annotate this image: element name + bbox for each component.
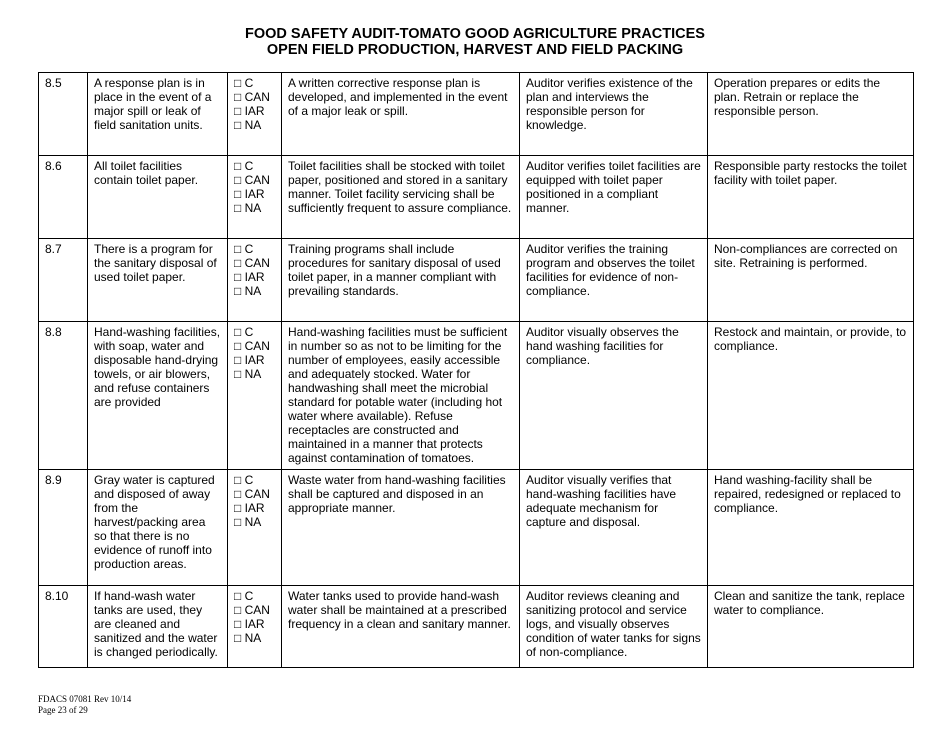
corrective-action-text: Clean and sanitize the tank, replace water to compliance. xyxy=(708,586,914,668)
compliance-checkbox[interactable]: □ C xyxy=(234,76,254,90)
compliance-options xyxy=(228,322,282,470)
audit-row xyxy=(39,73,914,156)
audit-row xyxy=(39,586,914,668)
criteria-text: Hand-washing facilities must be sufficient in number so as not to be limiting for the number of employees, easily accessible and adequately stocked. Water for handwashing shall meet the microbial standard for potable water (including hot water where available). Refuse receptacles are constructed and maintained in a manner that protects against contamination of tomatoes. xyxy=(282,322,520,470)
verification-text: Auditor visually verifies that hand-washing facilities have adequate mechanism for capture and disposal. xyxy=(520,470,708,586)
audit-row xyxy=(39,322,914,470)
audit-row xyxy=(39,156,914,239)
requirement-text: Hand-washing facilities, with soap, water and disposable hand-drying towels, or air blowers, and refuse containers are provided xyxy=(88,322,228,470)
compliance-checkbox[interactable]: □ C xyxy=(234,589,254,603)
item-number: 8.7 xyxy=(39,239,88,322)
page-number: Page 23 of 29 xyxy=(38,705,88,715)
corrective-action-text: Hand washing-facility shall be repaired, redesigned or replaced to compliance. xyxy=(708,470,914,586)
corrective-action-text: Restock and maintain, or provide, to compliance. xyxy=(708,322,914,470)
page-title-line-2: OPEN FIELD PRODUCTION, HARVEST AND FIELD PACKING xyxy=(266,42,684,58)
corrective-action-text: Operation prepares or edits the plan. Retrain or replace the responsible person. xyxy=(708,73,914,156)
compliance-checkbox[interactable]: □ NA xyxy=(234,118,262,132)
compliance-checkbox[interactable]: □ IAR xyxy=(234,501,265,515)
compliance-checkbox[interactable]: □ IAR xyxy=(234,187,265,201)
requirement-text: All toilet facilities contain toilet paper. xyxy=(88,156,228,239)
compliance-checkbox[interactable]: □ CAN xyxy=(234,603,270,617)
verification-text: Auditor reviews cleaning and sanitizing protocol and service logs, and visually observes condition of water tanks for signs of non-compliance. xyxy=(520,586,708,668)
verification-text: Auditor visually observes the hand washing facilities for compliance. xyxy=(520,322,708,470)
compliance-checkbox[interactable]: □ CAN xyxy=(234,173,270,187)
compliance-checkbox[interactable]: □ IAR xyxy=(234,617,265,631)
compliance-checkbox[interactable]: □ NA xyxy=(234,631,262,645)
verification-text: Auditor verifies the training program and observes the toilet facilities for evidence of non-compliance. xyxy=(520,239,708,322)
compliance-checkbox[interactable]: □ C xyxy=(234,473,254,487)
corrective-action-text: Responsible party restocks the toilet facility with toilet paper. xyxy=(708,156,914,239)
compliance-options xyxy=(228,586,282,668)
compliance-options xyxy=(228,73,282,156)
corrective-action-text: Non-compliances are corrected on site. Retraining is performed. xyxy=(708,239,914,322)
compliance-checkbox[interactable]: □ CAN xyxy=(234,90,270,104)
compliance-checkbox[interactable]: □ C xyxy=(234,325,254,339)
audit-row xyxy=(39,470,914,586)
compliance-options xyxy=(228,156,282,239)
compliance-checkbox[interactable]: □ IAR xyxy=(234,353,265,367)
verification-text: Auditor verifies toilet facilities are equipped with toilet paper positioned in a compliant manner. xyxy=(520,156,708,239)
compliance-checkbox[interactable]: □ C xyxy=(234,242,254,256)
audit-table xyxy=(38,72,914,668)
compliance-checkbox[interactable]: □ CAN xyxy=(234,487,270,501)
compliance-checkbox[interactable]: □ IAR xyxy=(234,270,265,284)
compliance-checkbox[interactable]: □ NA xyxy=(234,201,262,215)
compliance-options xyxy=(228,470,282,586)
compliance-checkbox[interactable]: □ CAN xyxy=(234,339,270,353)
form-id: FDACS 07081 Rev 10/14 xyxy=(38,694,132,704)
requirement-text: If hand-wash water tanks are used, they are cleaned and sanitized and the water is changed periodically. xyxy=(88,586,228,668)
criteria-text: Waste water from hand-washing facilities shall be captured and disposed in an appropriate manner. xyxy=(282,470,520,586)
criteria-text: Toilet facilities shall be stocked with toilet paper, positioned and stored in a sanitary manner. Toilet facility servicing shall be sufficiently frequent to assure compliance. xyxy=(282,156,520,239)
audit-row xyxy=(39,239,914,322)
item-number: 8.5 xyxy=(39,73,88,156)
compliance-checkbox[interactable]: □ C xyxy=(234,159,254,173)
page-title-line-1: FOOD SAFETY AUDIT-TOMATO GOOD AGRICULTURE PRACTICES xyxy=(245,26,705,42)
item-number: 8.8 xyxy=(39,322,88,470)
requirement-text: Gray water is captured and disposed of away from the harvest/packing area so that there is no evidence of runoff into production areas. xyxy=(88,470,228,586)
compliance-options xyxy=(228,239,282,322)
requirement-text: A response plan is in place in the event of a major spill or leak of field sanitation units. xyxy=(88,73,228,156)
criteria-text: Training programs shall include procedures for sanitary disposal of used toilet paper, in a manner compliant with prevailing standards. xyxy=(282,239,520,322)
requirement-text: There is a program for the sanitary disposal of used toilet paper. xyxy=(88,239,228,322)
criteria-text: A written corrective response plan is developed, and implemented in the event of a major leak or spill. xyxy=(282,73,520,156)
compliance-checkbox[interactable]: □ IAR xyxy=(234,104,265,118)
compliance-checkbox[interactable]: □ NA xyxy=(234,284,262,298)
item-number: 8.6 xyxy=(39,156,88,239)
criteria-text: Water tanks used to provide hand-wash water shall be maintained at a prescribed frequency in a clean and sanitary manner. xyxy=(282,586,520,668)
compliance-checkbox[interactable]: □ NA xyxy=(234,367,262,381)
compliance-checkbox[interactable]: □ NA xyxy=(234,515,262,529)
compliance-checkbox[interactable]: □ CAN xyxy=(234,256,270,270)
verification-text: Auditor verifies existence of the plan and interviews the responsible person for knowledge. xyxy=(520,73,708,156)
item-number: 8.10 xyxy=(39,586,88,668)
item-number: 8.9 xyxy=(39,470,88,586)
